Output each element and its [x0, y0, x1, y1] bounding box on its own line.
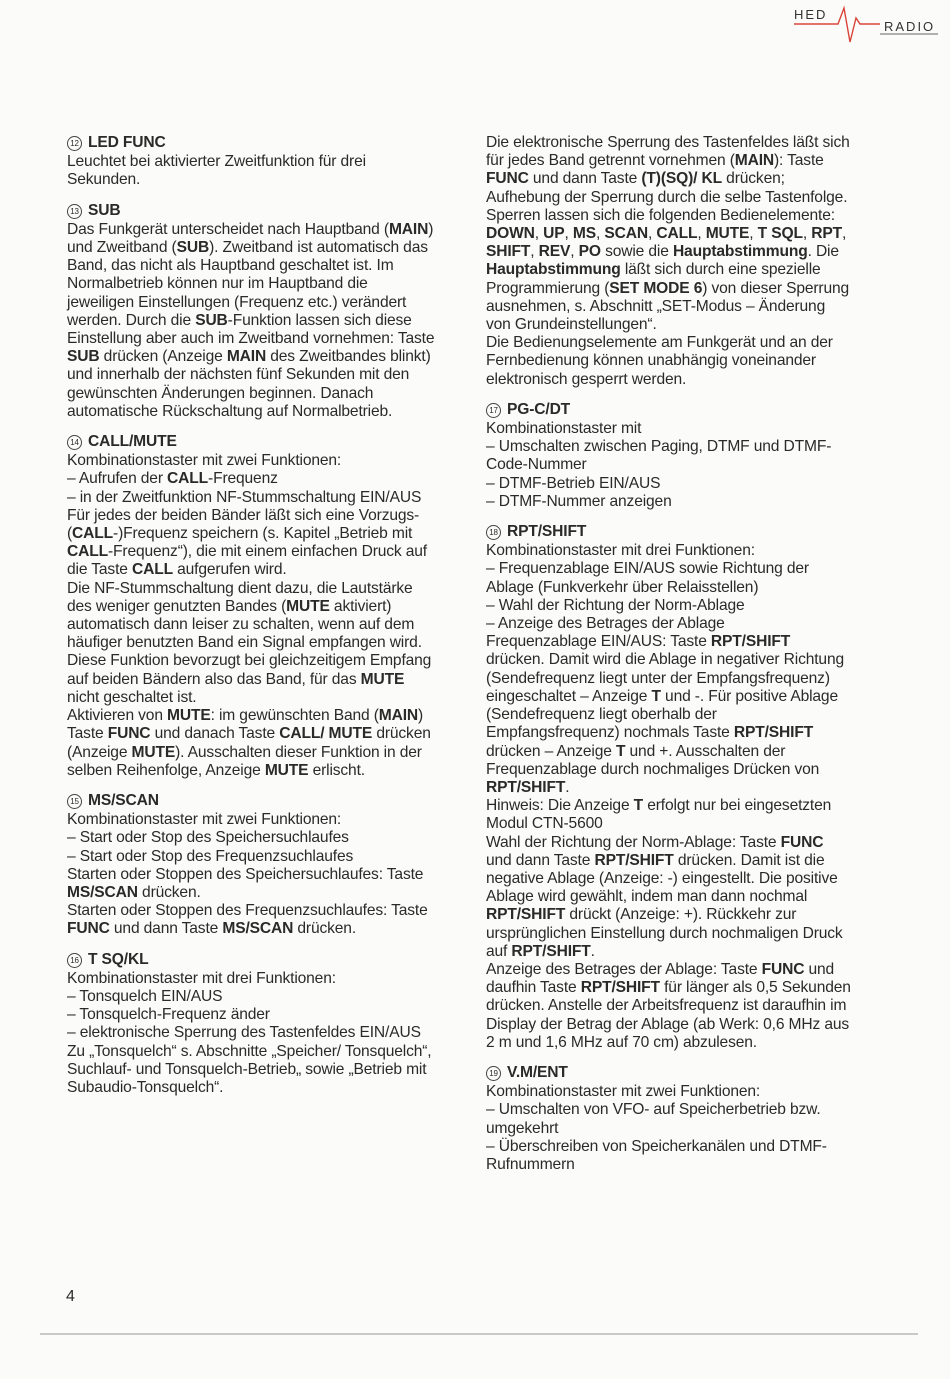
paragraph: Starten oder Stoppen des Frequenzsuchlaufes: Taste FUNC und dann Taste MS/SCAN drücken.: [67, 902, 428, 938]
section-title: LED FUNC: [88, 134, 166, 151]
list-item: – Überschreiben von Speicherkanälen und DTMF-Rufnummern: [486, 1137, 827, 1173]
section-t-sq-kl: [67, 951, 437, 1098]
section-title: RPT/SHIFT: [507, 523, 587, 541]
section-heading: [67, 951, 437, 969]
paragraph: Aktivieren von MUTE: im gewünschten Band (MAIN) Taste FUNC und danach Taste CALL/ MUTE drücken (Anzeige MUTE). Ausschalten dieser Funktion in der selben Reihenfolge, Anzeige MUTE erlischt.: [67, 707, 431, 779]
list-item: – DTMF-Betrieb EIN/AUS: [486, 474, 661, 492]
paragraph: Anzeige des Betrages der Ablage: Taste FUNC und daufhin Taste RPT/SHIFT für länger als 0,5 Sekunden drücken. Anstelle der Arbeitsfrequenz ist daraufhin im Display der Betrag der Ablage (ab Werk: 0,6 MHz aus 2 m und 1,6 MHz auf 70 cm) abzulesen.: [486, 960, 851, 1051]
section-heading: [67, 792, 437, 810]
paragraph: Zu „Tonsquelch“ s. Abschnitte „Speicher/ Tonsquelch“, Suchlauf- und Tonsquelch-Betrieb„ sowie „Betrieb mit Subaudio-Tonsquelch“.: [67, 1042, 432, 1096]
paragraph: Die elektronische Sperrung des Tastenfeldes läßt sich für jedes Band getrennt vornehmen (MAIN): Taste FUNC und dann Taste (T)(SQ)/ KL drücken; Aufhebung der Sperrung durch die selbe Tastenfolge. Sperren lassen sich die folgenden Bedienelemente: DOWN, UP, MS, SCAN, CALL, MUTE, T SQL, RPT, SHIFT, REV, PO sowie die Hauptabstimmung. Die Hauptabstimmung läßt sich durch eine spezielle Programmierung (SET MODE 6) von dieser Sperrung ausnehmen, s. Abschnitt „SET-Modus – Änderung von Grundeinstellungen“.: [486, 134, 850, 334]
list-item: – Umschalten von VFO- auf Speicherbetrieb bzw. umgekehrt: [486, 1101, 821, 1137]
logo-text-hed: HED: [794, 7, 828, 22]
section-heading: [486, 523, 852, 541]
section-title: CALL/MUTE: [88, 433, 177, 451]
paragraph: Kombinationstaster mit zwei Funktionen:: [67, 811, 342, 829]
section-ms-scan: [67, 792, 437, 939]
bottom-rule: [40, 1333, 918, 1335]
section-led-func: [67, 134, 437, 190]
section-continued: [486, 134, 852, 389]
paragraph: Kombinationstaster mit drei Funktionen:: [67, 969, 336, 987]
section-title: MS/SCAN: [88, 791, 159, 809]
paragraph: Hinweis: Die Anzeige T erfolgt nur bei eingesetzten Modul CTN-5600: [486, 797, 832, 833]
list-item: – Aufrufen der CALL-Frequenz: [67, 470, 278, 488]
item-number-badge: 12: [67, 136, 82, 151]
list-item: – in der Zweitfunktion NF-Stummschaltung EIN/AUS: [67, 488, 422, 506]
section-title: SUB: [88, 201, 121, 219]
item-number-badge: 16: [67, 953, 82, 968]
item-number-badge: 17: [486, 403, 501, 418]
paragraph: Kombinationstaster mit zwei Funktionen:: [67, 452, 342, 470]
item-number-badge: 14: [67, 435, 82, 450]
list-item: – Start oder Stop des Frequenzsuchlaufes: [67, 847, 354, 865]
section-v-m-ent: [486, 1064, 852, 1174]
logo-graphic: [790, 2, 940, 46]
paragraph: Starten oder Stoppen des Speichersuchlaufes: Taste MS/SCAN drücken.: [67, 865, 424, 901]
right-column: [486, 134, 852, 1186]
paragraph: Frequenzablage EIN/AUS: Taste RPT/SHIFT drücken. Damit wird die Ablage in negativer Richtung (Sendefrequenz liegt unter der Empfangsfrequenz) eingeschaltet – Anzeige T und -. Für positive Ablage (Sendefrequenz liegt oberhalb der Empfangsfrequenz) nochmals Taste RPT/SHIFT drücken – Anzeige T und +. Ausschalten der Frequenzablage durch nochmaliges Drücken von RPT/SHIFT.: [486, 633, 844, 796]
paragraph: Für jedes der beiden Bänder läßt sich eine Vorzugs-(CALL-)Frequenz speichern (s. Kapitel „Betrieb mit CALL-Frequenz“), die mit einem einfachen Druck auf die Taste CALL aufgerufen wird.: [67, 506, 427, 579]
section-sub: [67, 202, 437, 421]
list-item: – elektronische Sperrung des Tastenfeldes EIN/AUS: [67, 1024, 421, 1042]
list-item: – Tonsquelch-Frequenz änder: [67, 1006, 270, 1024]
paragraph: Die Bedienungselemente am Funkgerät und an der Fernbedienung können unabhängig voneinander elektronisch gesperrt werden.: [486, 334, 833, 388]
paragraph: Kombinationstaster mit zwei Funktionen:: [486, 1083, 761, 1101]
section-title: T SQ/KL: [88, 950, 149, 968]
section-heading: [67, 202, 437, 220]
section-pg-c-dt: [486, 401, 852, 511]
section-heading: [67, 134, 437, 152]
item-number-badge: 13: [67, 204, 82, 219]
section-heading: [67, 433, 437, 451]
list-item: – Frequenzablage EIN/AUS sowie Richtung der Ablage (Funkverkehr über Relaisstellen): [486, 560, 809, 596]
item-number-badge: 19: [486, 1066, 501, 1081]
list-item: – Anzeige des Betrages der Ablage: [486, 615, 725, 633]
paragraph: Kombinationstaster mit: [486, 420, 642, 438]
section-call-mute: [67, 433, 437, 780]
section-title: PG-C/DT: [507, 400, 571, 418]
section-heading: [486, 401, 852, 419]
section-heading: [486, 1064, 852, 1082]
section-title: V.M/ENT: [507, 1063, 568, 1081]
list-item: – Tonsquelch EIN/AUS: [67, 987, 223, 1005]
left-column: [67, 134, 437, 1109]
list-item: – DTMF-Nummer anzeigen: [486, 492, 672, 510]
list-item: – Start oder Stop des Speichersuchlaufes: [67, 829, 349, 847]
list-item: – Wahl der Richtung der Norm-Ablage: [486, 596, 745, 614]
section-rpt-shift: [486, 523, 852, 1052]
logo-text-radio: RADIO: [884, 19, 936, 34]
item-number-badge: 15: [67, 794, 82, 809]
paragraph: Leuchtet bei aktivierter Zweitfunktion für drei Sekunden.: [67, 153, 366, 189]
item-number-badge: 18: [486, 525, 501, 540]
list-item: – Umschalten zwischen Paging, DTMF und DTMF-Code-Nummer: [486, 438, 832, 474]
paragraph: Kombinationstaster mit drei Funktionen:: [486, 542, 755, 560]
paragraph: Das Funkgerät unterscheidet nach Hauptband (MAIN) und Zweitband (SUB). Zweitband ist automatisch das Band, das nicht als Hauptband geschaltet ist. Im Normalbetrieb können nur im Hauptband die jeweiligen Einstellungen (Frequenz etc.) verändert werden. Durch die SUB-Funktion lassen sich diese Einstellung aber auch im Zweitband vornehmen: Taste SUB drücken (Anzeige MAIN des Zweitbandes blinkt) und innerhalb der nächsten fünf Sekunden mit den gewünschten Änderungen beginnen. Danach automatische Rückschaltung auf Normalbetrieb.: [67, 220, 435, 420]
hed-radio-logo: [790, 2, 940, 46]
paragraph: Die NF-Stummschaltung dient dazu, die Lautstärke des weniger genutzten Bandes (MUTE aktiviert) automatisch dann leiser zu schalten, wenn auf dem häufiger benutzten Band ein Signal empfangen wird. Diese Funktion bevorzugt bei gleichzeitigem Empfang auf beiden Bändern also das Band, für das MUTE nicht geschaltet ist.: [67, 579, 432, 706]
paragraph: Wahl der Richtung der Norm-Ablage: Taste FUNC und dann Taste RPT/SHIFT drücken. Damit ist die negative Ablage (Anzeige: -) eingestellt. Die positive Ablage wird gewählt, indem man dann nochmal RPT/SHIFT drückt (Anzeige: +). Rückkehr zur ursprünglichen Einstellung durch nochmaligen Druck auf RPT/SHIFT.: [486, 833, 843, 960]
page-number: 4: [66, 1288, 75, 1305]
